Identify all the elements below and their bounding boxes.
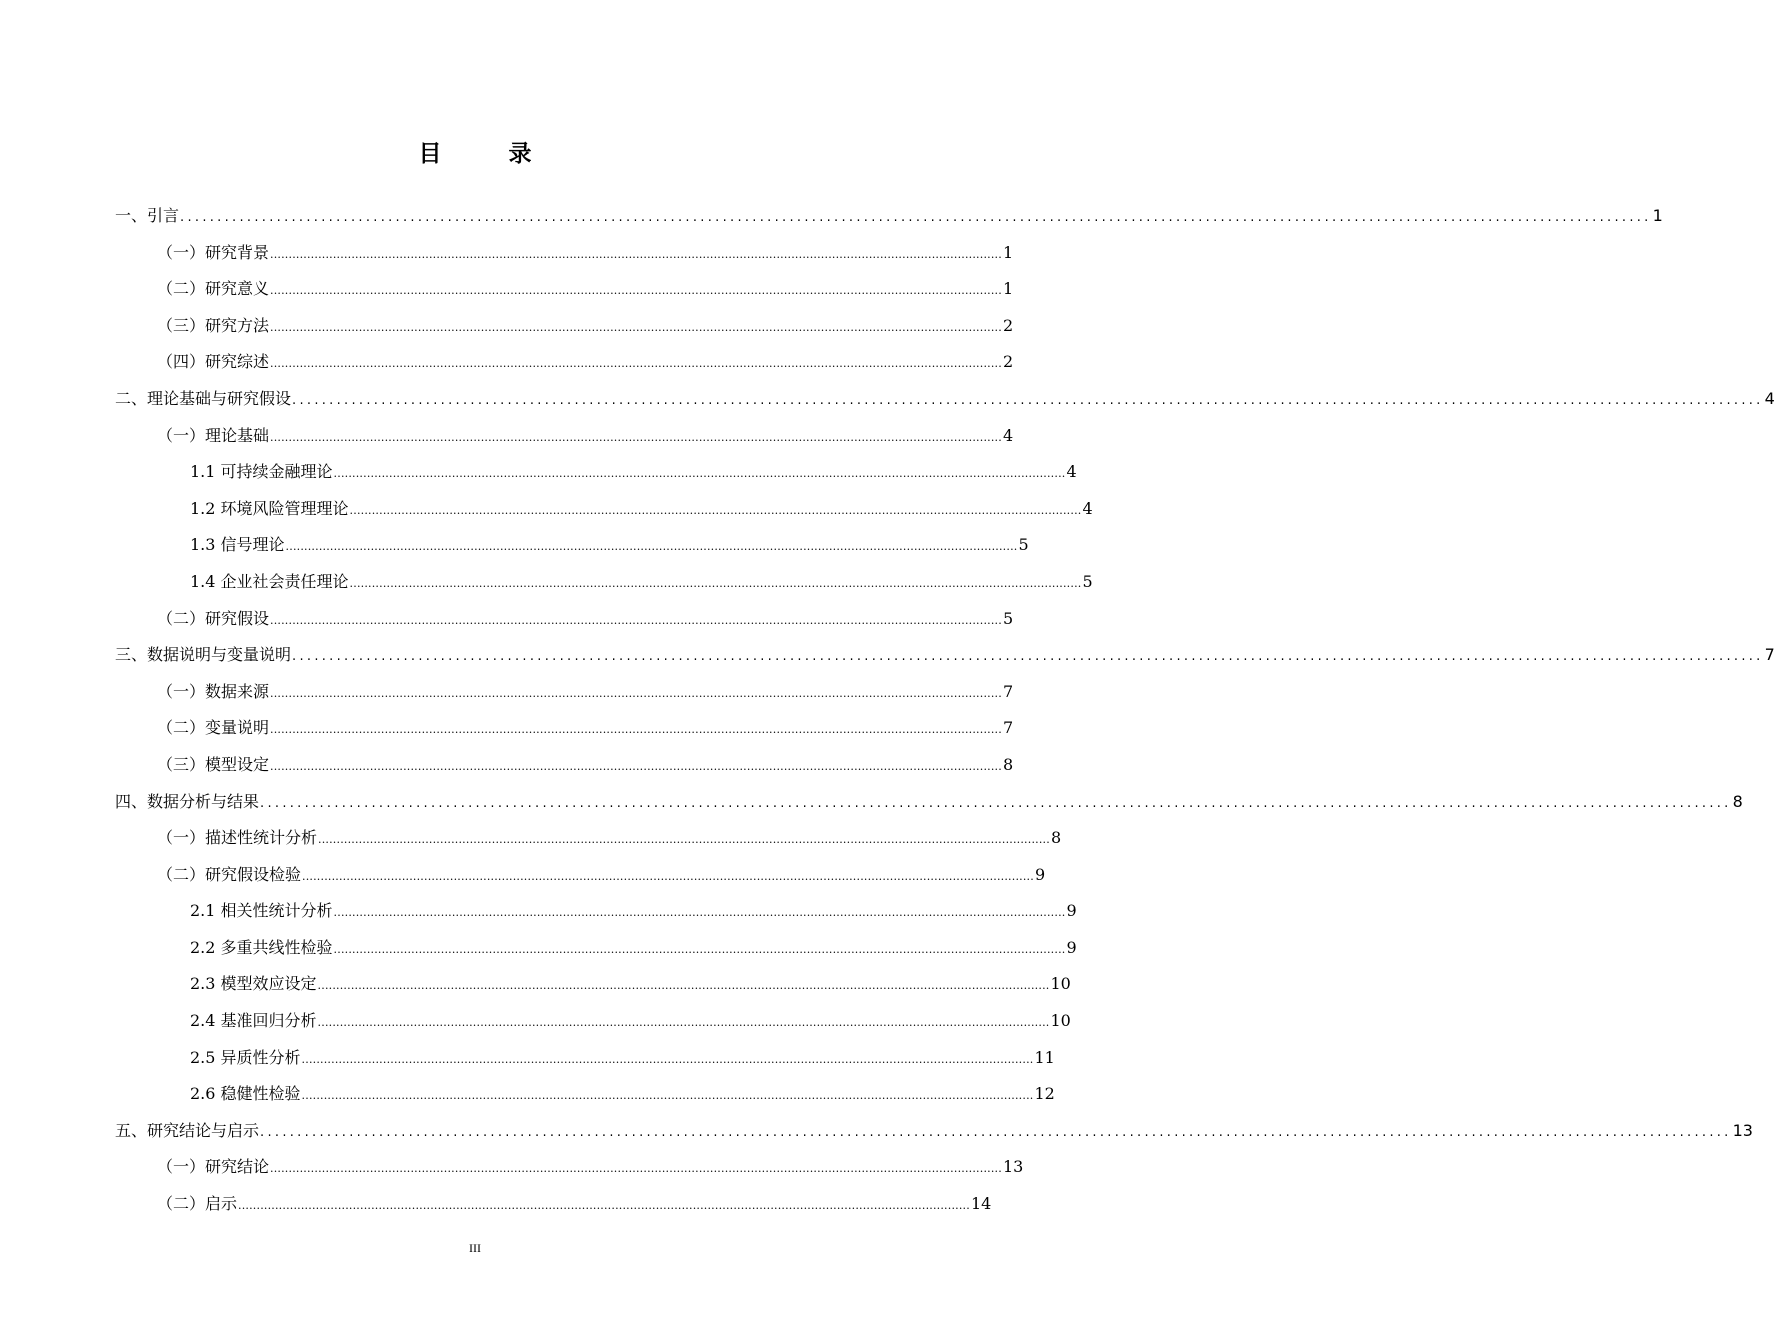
toc-entry-page: 4 xyxy=(1764,388,1775,408)
toc-entry-page: 5 xyxy=(1082,571,1093,591)
toc-entry-label: （一）研究结论 xyxy=(157,1157,270,1177)
toc-leader: ...................................................................................................................................................................................................... xyxy=(317,1016,1050,1030)
toc-entry[interactable] xyxy=(0,783,1743,820)
toc-entry-label: 三、数据说明与变量说明 xyxy=(115,645,292,665)
toc-entry-label: 2.6 稳健性检验 xyxy=(190,1084,301,1104)
toc-entry[interactable] xyxy=(0,636,1775,673)
toc-entry[interactable] xyxy=(0,343,1014,380)
toc-entry[interactable] xyxy=(0,1148,1024,1185)
toc-entry[interactable] xyxy=(0,270,1014,307)
toc-leader: ...................................................................................................................................................................................................... xyxy=(270,723,1002,737)
toc-leader: ...................................................................................................................................................................................................... xyxy=(302,869,1034,883)
toc-entry-page: 4 xyxy=(1066,462,1077,482)
toc-entry[interactable] xyxy=(0,1185,992,1222)
toc-leader: ...................................................................................................................................................................................................... xyxy=(270,320,1002,334)
toc-entry-label: （二）变量说明 xyxy=(157,718,270,738)
toc-entry[interactable] xyxy=(0,929,1077,966)
toc-entry-label: （一）研究背景 xyxy=(157,242,270,262)
toc-entry[interactable] xyxy=(0,197,1663,234)
toc-leader: ...................................................................................................................................................................................................... xyxy=(270,284,1002,298)
toc-entry[interactable] xyxy=(0,892,1077,929)
toc-entry-label: 2.4 基准回归分析 xyxy=(190,1011,317,1031)
toc-entry[interactable] xyxy=(0,526,1029,563)
toc-entry[interactable] xyxy=(0,965,1071,1002)
toc-entry[interactable] xyxy=(0,1002,1071,1039)
toc-entry-page: 7 xyxy=(1002,718,1014,738)
toc-leader: ...................................................................................................................................................................................................... xyxy=(318,833,1050,847)
toc-entry[interactable] xyxy=(0,307,1014,344)
toc-leader: ...................................................................................................................................................................................................... xyxy=(349,576,1082,590)
toc-entry[interactable] xyxy=(0,453,1077,490)
toc-entry-page: 9 xyxy=(1066,937,1077,957)
toc-leader: ...................................................................................................................................................................................................... xyxy=(301,1052,1034,1066)
toc-leader: ...................................................................................................................................................................................................... xyxy=(317,979,1050,993)
toc-leader: ...................................................................................................................................................................................................... xyxy=(292,392,1764,408)
toc-leader: ...................................................................................................................................................................................................... xyxy=(270,613,1002,627)
toc-entry-page: 2 xyxy=(1002,315,1014,335)
toc-leader: ...................................................................................................................................................................................................... xyxy=(260,795,1732,811)
toc-entry-page: 14 xyxy=(970,1194,992,1214)
toc-leader: ...................................................................................................................................................................................................... xyxy=(270,247,1002,261)
toc-entry-label: 1.1 可持续金融理论 xyxy=(190,462,333,482)
toc-entry-label: 1.4 企业社会责任理论 xyxy=(190,571,349,591)
toc-entry-page: 1 xyxy=(1002,242,1014,262)
toc-entry[interactable] xyxy=(0,234,1014,271)
toc-leader: ...................................................................................................................................................................................................... xyxy=(301,1089,1034,1103)
toc-leader: ...................................................................................................................................................................................................... xyxy=(333,942,1066,956)
toc-entry[interactable] xyxy=(0,600,1014,637)
toc-entry-label: 四、数据分析与结果 xyxy=(115,791,260,811)
toc-entry-label: （四）研究综述 xyxy=(157,352,270,372)
toc-entry-page: 5 xyxy=(1002,608,1014,628)
toc-entry-page: 8 xyxy=(1050,828,1062,848)
toc-leader: ...................................................................................................................................................................................................... xyxy=(333,906,1066,920)
toc-entry-label: 2.2 多重共线性检验 xyxy=(190,937,333,957)
toc-entry-page: 10 xyxy=(1050,1011,1071,1031)
toc-entry-label: （一）理论基础 xyxy=(157,425,270,445)
toc-entry-label: 1.3 信号理论 xyxy=(190,535,285,555)
toc-entry-page: 1 xyxy=(1002,279,1014,299)
toc-entry[interactable] xyxy=(0,490,1093,527)
toc-entry[interactable] xyxy=(0,563,1093,600)
toc-leader: ...................................................................................................................................................................................................... xyxy=(333,467,1066,481)
toc-entry-label: （二）研究假设检验 xyxy=(157,864,302,884)
toc-leader: ...................................................................................................................................................................................................... xyxy=(292,649,1764,665)
toc-leader: ...................................................................................................................................................................................................... xyxy=(270,759,1002,773)
toc-leader: ...................................................................................................................................................................................................... xyxy=(238,1199,970,1213)
toc-entry-label: （一）数据来源 xyxy=(157,681,270,701)
toc-entry-page: 2 xyxy=(1002,352,1014,372)
toc-entry-page: 12 xyxy=(1034,1084,1055,1104)
toc-entry-page: 5 xyxy=(1018,535,1029,555)
toc-entry-page: 8 xyxy=(1732,791,1743,811)
toc-entry-label: （一）描述性统计分析 xyxy=(157,828,318,848)
toc-leader: ...................................................................................................................................................................................................... xyxy=(270,430,1002,444)
toc-entry-label: 2.1 相关性统计分析 xyxy=(190,901,333,921)
table-of-contents xyxy=(0,197,1775,1222)
toc-entry[interactable] xyxy=(0,709,1014,746)
toc-entry-label: （二）启示 xyxy=(157,1194,238,1214)
toc-entry[interactable] xyxy=(0,417,1014,454)
toc-entry-label: 五、研究结论与启示 xyxy=(115,1120,260,1140)
toc-entry-label: （二）研究意义 xyxy=(157,279,270,299)
toc-entry-page: 13 xyxy=(1732,1120,1753,1140)
toc-entry-label: 2.3 模型效应设定 xyxy=(190,974,317,994)
toc-leader: ...................................................................................................................................................................................................... xyxy=(270,686,1002,700)
toc-entry-page: 13 xyxy=(1002,1157,1024,1177)
toc-entry-page: 11 xyxy=(1034,1047,1055,1067)
toc-entry-page: 1 xyxy=(1652,206,1663,225)
toc-entry-page: 4 xyxy=(1082,498,1093,518)
toc-entry-page: 9 xyxy=(1034,864,1046,884)
toc-entry-label: （三）研究方法 xyxy=(157,315,270,335)
toc-entry-label: （三）模型设定 xyxy=(157,754,270,774)
toc-entry-page: 9 xyxy=(1066,901,1077,921)
toc-entry-page: 10 xyxy=(1050,974,1071,994)
toc-entry-page: 4 xyxy=(1002,425,1014,445)
page-number-footer: III xyxy=(469,1241,481,1255)
toc-entry-label: 二、理论基础与研究假设 xyxy=(115,388,292,408)
toc-entry[interactable] xyxy=(0,856,1046,893)
toc-leader: ...................................................................................................................................................................................................... xyxy=(260,1124,1732,1140)
toc-entry-label: （二）研究假设 xyxy=(157,608,270,628)
toc-leader: ...................................................................................................................................................................................................... xyxy=(285,540,1018,554)
toc-leader: ...................................................................................................................................................................................................... xyxy=(270,1162,1002,1176)
toc-entry[interactable] xyxy=(0,1039,1055,1076)
toc-entry-page: 8 xyxy=(1002,754,1014,774)
toc-entry[interactable] xyxy=(0,746,1014,783)
toc-entry-page: 7 xyxy=(1764,645,1775,665)
toc-entry-label: 1.2 环境风险管理理论 xyxy=(190,498,349,518)
toc-entry[interactable] xyxy=(0,673,1014,710)
toc-entry[interactable] xyxy=(0,380,1775,417)
toc-entry[interactable] xyxy=(0,819,1062,856)
toc-leader: ...................................................................................................................................................................................................... xyxy=(349,503,1082,517)
toc-entry[interactable] xyxy=(0,1112,1753,1149)
toc-entry[interactable] xyxy=(0,1075,1055,1112)
toc-leader: ...................................................................................................................................................................................................... xyxy=(180,210,1652,225)
page-title: 目 录 xyxy=(418,141,554,168)
toc-entry-label: 一、引言 xyxy=(115,206,180,225)
toc-entry-page: 7 xyxy=(1002,681,1014,701)
toc-leader: ...................................................................................................................................................................................................... xyxy=(270,357,1002,371)
toc-entry-label: 2.5 异质性分析 xyxy=(190,1047,301,1067)
